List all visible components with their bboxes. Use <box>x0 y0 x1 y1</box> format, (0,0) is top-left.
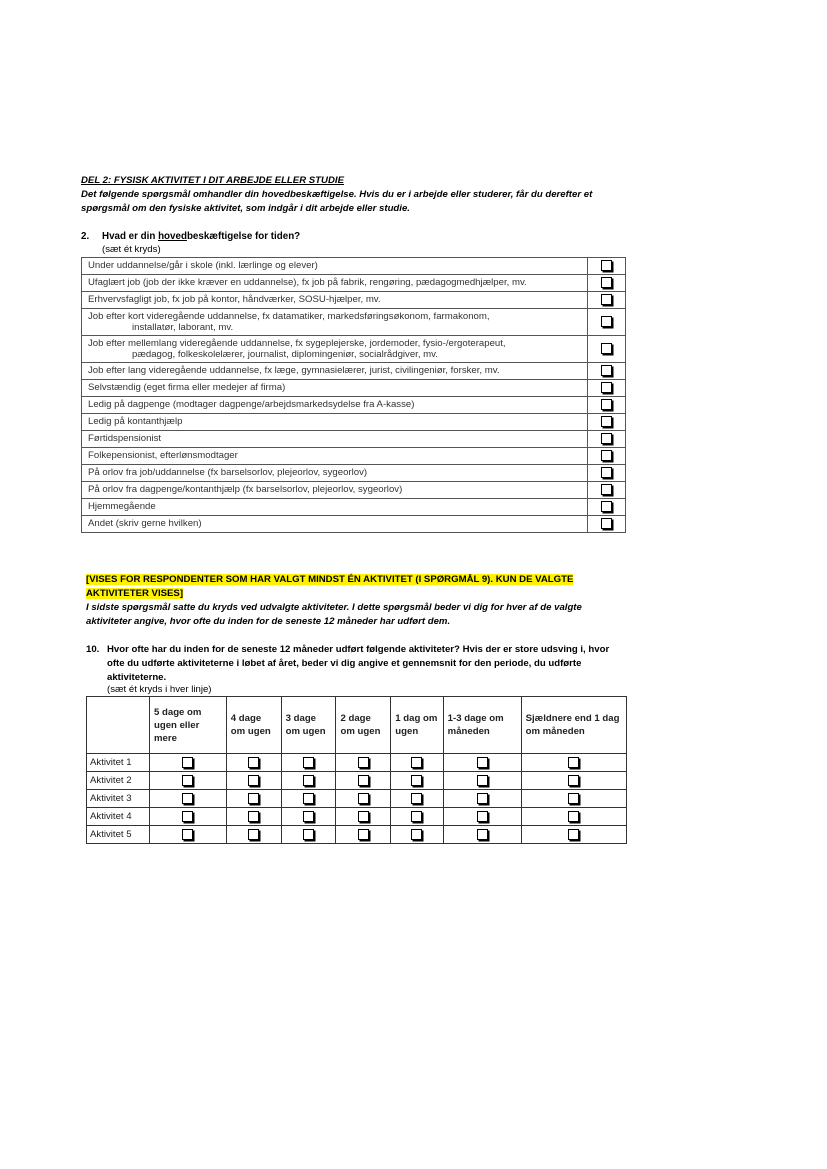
frequency-column-header: 3 dage om ugen <box>281 697 336 754</box>
frequency-column-header: 1 dag om ugen <box>391 697 443 754</box>
option-label <box>82 499 588 516</box>
frequency-checkbox-cell <box>226 790 281 808</box>
frequency-checkbox-cell <box>150 808 227 826</box>
checkbox[interactable] <box>182 793 193 804</box>
option-label-text: Ufaglært job (job der ikke kræver en uddannelse), fx job på fabrik, rengøring, pædagogmedhjælper, mv. <box>88 277 527 289</box>
option-label-continuation: installatør, laborant, mv. <box>132 322 234 333</box>
activity-label: Aktivitet 4 <box>87 808 150 826</box>
option-checkbox-cell <box>588 336 626 363</box>
checkbox[interactable] <box>477 757 488 768</box>
checkbox[interactable] <box>477 775 488 786</box>
option-row <box>82 516 626 533</box>
question-text-emphasis: hoved <box>158 231 187 242</box>
frequency-checkbox-cell <box>150 772 227 790</box>
checkbox[interactable] <box>182 775 193 786</box>
option-checkbox-cell <box>588 309 626 336</box>
question-number: 2. <box>81 231 90 242</box>
checkbox[interactable] <box>601 365 612 376</box>
checkbox[interactable] <box>601 316 612 327</box>
checkbox[interactable] <box>568 829 579 840</box>
checkbox[interactable] <box>182 829 193 840</box>
occupation-options-table <box>81 257 626 533</box>
question-10-intro: I sidste spørgsmål satte du kryds ved udvalgte aktiviteter. I dette spørgsmål beder vi dig for hver af de valgte aktiviteter angive, hvor ofte du inden for de seneste 12 måneder har udført dem. <box>86 602 582 627</box>
option-label-text: Folkepensionist, efterlønsmodtager <box>88 450 238 462</box>
activity-row <box>87 808 627 826</box>
frequency-checkbox-cell <box>443 772 521 790</box>
option-label <box>82 431 588 448</box>
checkbox[interactable] <box>601 467 612 478</box>
option-label-text: Ledig på dagpenge (modtager dagpenge/arbejdsmarkedsydelse fra A-kasse) <box>88 399 415 411</box>
option-checkbox-cell <box>588 363 626 380</box>
option-row <box>82 309 626 336</box>
option-row <box>82 465 626 482</box>
option-checkbox-cell <box>588 397 626 414</box>
checkbox[interactable] <box>248 811 259 822</box>
grid-corner-cell <box>87 697 150 754</box>
frequency-checkbox-cell <box>391 754 443 772</box>
activity-label: Aktivitet 1 <box>87 754 150 772</box>
checkbox[interactable] <box>477 811 488 822</box>
option-label <box>82 275 588 292</box>
option-checkbox-cell <box>588 258 626 275</box>
frequency-checkbox-cell <box>521 754 626 772</box>
option-label <box>82 258 588 275</box>
checkbox[interactable] <box>601 484 612 495</box>
checkbox[interactable] <box>358 829 369 840</box>
checkbox[interactable] <box>248 757 259 768</box>
frequency-column-header: 5 dage om ugen eller mere <box>150 697 227 754</box>
frequency-checkbox-cell <box>443 826 521 844</box>
activity-row <box>87 754 627 772</box>
checkbox[interactable] <box>601 501 612 512</box>
option-checkbox-cell <box>588 482 626 499</box>
option-label-text: Andet (skriv gerne hvilken) <box>88 518 202 530</box>
option-label <box>82 380 588 397</box>
option-checkbox-cell <box>588 431 626 448</box>
option-row <box>82 363 626 380</box>
checkbox[interactable] <box>358 775 369 786</box>
option-label-text: Ledig på kontanthjælp <box>88 416 183 428</box>
checkbox[interactable] <box>601 416 612 427</box>
activity-label: Aktivitet 2 <box>87 772 150 790</box>
frequency-checkbox-cell <box>336 772 391 790</box>
option-checkbox-cell <box>588 414 626 431</box>
checkbox[interactable] <box>601 260 612 271</box>
option-label <box>82 363 588 380</box>
checkbox[interactable] <box>358 757 369 768</box>
frequency-checkbox-cell <box>226 826 281 844</box>
checkbox[interactable] <box>303 757 314 768</box>
frequency-checkbox-cell <box>443 754 521 772</box>
option-checkbox-cell <box>588 448 626 465</box>
checkbox[interactable] <box>248 775 259 786</box>
question-2-title <box>81 231 300 242</box>
option-checkbox-cell <box>588 292 626 309</box>
checkbox[interactable] <box>303 793 314 804</box>
option-label-text: Erhvervsfagligt job, fx job på kontor, håndværker, SOSU-hjælper, mv. <box>88 294 381 306</box>
frequency-checkbox-cell <box>226 754 281 772</box>
frequency-checkbox-cell <box>281 826 336 844</box>
frequency-checkbox-cell <box>521 808 626 826</box>
frequency-checkbox-cell <box>391 790 443 808</box>
activity-label: Aktivitet 5 <box>87 826 150 844</box>
checkbox[interactable] <box>411 829 422 840</box>
option-label-continuation: pædagog, folkeskolelærer, journalist, diplomingeniør, socialrådgiver, mv. <box>132 349 438 360</box>
frequency-checkbox-cell <box>521 790 626 808</box>
option-row <box>82 431 626 448</box>
frequency-checkbox-cell <box>281 754 336 772</box>
frequency-checkbox-cell <box>336 790 391 808</box>
checkbox[interactable] <box>411 811 422 822</box>
checkbox[interactable] <box>568 811 579 822</box>
option-label <box>82 397 588 414</box>
frequency-checkbox-cell <box>150 826 227 844</box>
option-label <box>82 309 588 336</box>
checkbox[interactable] <box>248 793 259 804</box>
question-text: beskæftigelse for tiden? <box>186 231 301 242</box>
frequency-checkbox-cell <box>391 808 443 826</box>
option-row <box>82 380 626 397</box>
checkbox[interactable] <box>303 811 314 822</box>
option-row <box>82 482 626 499</box>
frequency-checkbox-cell <box>281 790 336 808</box>
option-checkbox-cell <box>588 465 626 482</box>
question-10-title <box>86 643 626 685</box>
frequency-checkbox-cell <box>281 772 336 790</box>
option-label <box>82 414 588 431</box>
checkbox[interactable] <box>601 294 612 305</box>
option-label-text: Selvstændig (eget firma eller medejer af firma) <box>88 382 286 394</box>
checkbox[interactable] <box>477 829 488 840</box>
checkbox[interactable] <box>182 811 193 822</box>
filter-instruction <box>86 573 626 600</box>
checkbox[interactable] <box>411 757 422 768</box>
frequency-column-header: 4 dage om ugen <box>226 697 281 754</box>
checkbox[interactable] <box>601 382 612 393</box>
frequency-checkbox-cell <box>226 808 281 826</box>
checkbox[interactable] <box>411 775 422 786</box>
frequency-checkbox-cell <box>443 790 521 808</box>
option-row <box>82 414 626 431</box>
option-label <box>82 516 588 533</box>
option-row <box>82 292 626 309</box>
frequency-checkbox-cell <box>443 808 521 826</box>
question-10-instruction: (sæt ét kryds i hver linje) <box>107 684 212 695</box>
filter-instruction-text: [VISES FOR RESPONDENTER SOM HAR VALGT MINDST ÉN AKTIVITET (I SPØRGMÅL 9). KUN DE VALGTE AKTIVITETER VISES] <box>86 574 574 599</box>
checkbox[interactable] <box>182 757 193 768</box>
question-text: Hvor ofte har du inden for de seneste 12 måneder udført følgende aktiviteter? Hvis der er store udsving i, hvor ofte du udførte aktiviteterne i løbet af året, beder vi dig angive et gennemsnit for den periode, du udførte aktiviteterne. <box>107 644 610 683</box>
option-row <box>82 448 626 465</box>
checkbox[interactable] <box>248 829 259 840</box>
option-row <box>82 258 626 275</box>
question-2-instruction: (sæt ét kryds) <box>102 244 161 255</box>
option-label <box>82 336 588 363</box>
checkbox[interactable] <box>477 793 488 804</box>
option-checkbox-cell <box>588 380 626 397</box>
activity-label: Aktivitet 3 <box>87 790 150 808</box>
option-row <box>82 336 626 363</box>
option-label-text: Hjemmegående <box>88 501 156 513</box>
frequency-checkbox-cell <box>150 754 227 772</box>
question-text: Hvad er din <box>102 231 159 242</box>
option-checkbox-cell <box>588 275 626 292</box>
option-row <box>82 275 626 292</box>
checkbox[interactable] <box>601 277 612 288</box>
checkbox[interactable] <box>568 793 579 804</box>
frequency-checkbox-cell <box>281 808 336 826</box>
checkbox[interactable] <box>358 793 369 804</box>
section-intro: Det følgende spørgsmål omhandler din hovedbeskæftigelse. Hvis du er i arbejde eller studerer, får du derefter et spørgsmål om den fysiske aktivitet, som indgår i dit arbejde eller studie. <box>81 189 593 214</box>
checkbox[interactable] <box>601 450 612 461</box>
activity-row <box>87 790 627 808</box>
option-label-text: Job efter lang videregående uddannelse, fx læge, gymnasielærer, jurist, civilingeniør, forsker, mv. <box>88 365 500 377</box>
activity-frequency-grid <box>86 696 627 844</box>
option-label-text: Job efter mellemlang videregående uddannelse, fx sygeplejerske, jordemoder, fysio-/ergoterapeut, <box>88 337 506 349</box>
option-label <box>82 448 588 465</box>
checkbox[interactable] <box>568 775 579 786</box>
frequency-checkbox-cell <box>521 772 626 790</box>
checkbox[interactable] <box>601 518 612 529</box>
checkbox[interactable] <box>303 829 314 840</box>
frequency-column-header: Sjældnere end 1 dag om måneden <box>521 697 626 754</box>
option-label-text: På orlov fra dagpenge/kontanthjælp (fx barselsorlov, plejeorlov, sygeorlov) <box>88 484 403 496</box>
option-row <box>82 397 626 414</box>
frequency-checkbox-cell <box>336 808 391 826</box>
checkbox[interactable] <box>601 343 612 354</box>
option-checkbox-cell <box>588 516 626 533</box>
frequency-checkbox-cell <box>226 772 281 790</box>
checkbox[interactable] <box>568 757 579 768</box>
checkbox[interactable] <box>358 811 369 822</box>
frequency-column-header: 2 dage om ugen <box>336 697 391 754</box>
option-row <box>82 499 626 516</box>
frequency-checkbox-cell <box>150 790 227 808</box>
option-label-text: Under uddannelse/går i skole (inkl. lærlinge og elever) <box>88 260 318 272</box>
activity-row <box>87 772 627 790</box>
question-number: 10. <box>86 644 100 655</box>
option-label <box>82 482 588 499</box>
checkbox[interactable] <box>411 793 422 804</box>
frequency-checkbox-cell <box>521 826 626 844</box>
checkbox[interactable] <box>303 775 314 786</box>
frequency-checkbox-cell <box>336 754 391 772</box>
option-label-text: På orlov fra job/uddannelse (fx barselsorlov, plejeorlov, sygeorlov) <box>88 467 368 479</box>
checkbox[interactable] <box>601 399 612 410</box>
option-label-text: Job efter kort videregående uddannelse, fx datamatiker, markedsføringsøkonom, farmakonom, <box>88 310 490 322</box>
frequency-checkbox-cell <box>391 772 443 790</box>
frequency-checkbox-cell <box>336 826 391 844</box>
section-title: DEL 2: FYSISK AKTIVITET I DIT ARBEJDE ELLER STUDIE <box>81 175 344 186</box>
frequency-column-header: 1-3 dage om måneden <box>443 697 521 754</box>
option-label-text: Førtidspensionist <box>88 433 162 445</box>
checkbox[interactable] <box>601 433 612 444</box>
activity-row <box>87 826 627 844</box>
option-checkbox-cell <box>588 499 626 516</box>
option-label <box>82 292 588 309</box>
option-label <box>82 465 588 482</box>
frequency-checkbox-cell <box>391 826 443 844</box>
